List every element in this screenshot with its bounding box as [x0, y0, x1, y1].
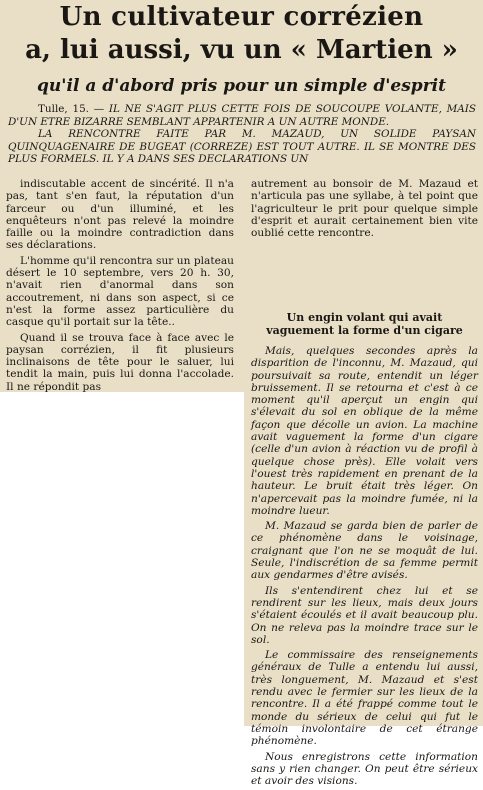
lede-paragraph-1	[8, 103, 476, 128]
right-paragraph-5: Nous enregistrons cette information sans y rien changer. On peut être sérieux et avoir des visions.	[251, 750, 478, 788]
lede-paragraph-2	[8, 128, 476, 166]
crosshead: Un engin volant qui avait vaguement la forme d'un cigare	[266, 311, 463, 337]
left-paragraph-1: indiscutable accent de sincérité. Il n'a pas, tant s'en faut, la réputation d'un farceur ou d'un illuminé, et les enquêteurs n'ont pas relevé la moindre faille ou la moindre contradiction dans ses déclarations.	[6, 178, 234, 252]
column-right-top	[251, 178, 478, 242]
lede-text-1: IL NE S'AGIT PLUS CETTE FOIS DE SOUCOUPE VOLANTE, MAIS D'UN ETRE BIZARRE SEMBLANT APPARTENIR A UN AUTRE MONDE.	[8, 103, 476, 128]
right-paragraph-4: Le commissaire des renseignements généraux de Tulle a entendu lui aussi, très longuement, M. Mazaud et s'est rendu avec le fermier sur les lieux de la rencontre. Il a été frappé comme tout le monde du sérieux de celui qui fut le témoin involontaire de cet étrange phénomène.	[251, 649, 478, 748]
subheadline: qu'il a d'abord pris pour un simple d'esprit	[37, 76, 446, 96]
headline-line-1: Un cultivateur corrézien	[59, 2, 424, 32]
column-right	[251, 311, 478, 790]
right-paragraph-1: Mais, quelques secondes après la disparition de l'inconnu, M. Mazaud, qui poursuivait sa route, entendit un léger bruissement. Il se retourna et c'est à ce moment qu'il aperçut un engin qui s'élevait du sol en oblique de la même façon que décolle un avion. La machine avait vaguement la forme d'un cigare (celle d'un avion à réaction vu de profil à quelque chose près). Elle volait vers l'ouest très rapidement en prenant de la hauteur. Le bruit était très léger. On n'apercevait pas la moindre fumée, ni la moindre lueur.	[251, 345, 478, 517]
right-top-paragraph: autrement au bonsoir de M. Mazaud et n'articula pas une syllabe, à tel point que l'agriculteur le prit pour quelque simple d'esprit et aurait certainement bien vite oublié cette rencontre.	[251, 178, 478, 240]
left-paragraph-3: Quand il se trouva face à face avec le paysan corrézien, il fit plusieurs inclinaisons de tête pour le saluer, lui tendit la main, puis lui donna l'accolade. Il ne répondit pas	[6, 331, 234, 393]
right-paragraph-2: M. Mazaud se garda bien de parler de ce phénomène dans le voisinage, craignant que l'on ne se moquât de lui. Seule, l'indiscrétion de sa femme permit aux gendarmes d'être avisés.	[251, 520, 478, 582]
left-paragraph-2: L'homme qu'il rencontra sur un plateau désert le 10 septembre, vers 20 h. 30, n'avait rien d'anormal dans son accoutrement, ni dans son aspect, si ce n'est la forme assez particulière du casque qu'il portait sur la tête..	[6, 254, 234, 329]
right-paragraph-3: Ils s'entendirent chez lui et se rendirent sur les lieux, mais deux jours s'étaient écoulés et il avait beaucoup plu. On ne releva pas la moindre trace sur le sol.	[251, 584, 478, 646]
headline-line-2: a, lui aussi, vu un « Martien »	[25, 35, 458, 65]
lede-text-2: LA RENCONTRE FAITE PAR M. MAZAUD, UN SOLIDE PAYSAN QUINQUAGENAIRE DE BUGEAT (CORREZE) EST TOUT AUTRE. IL SE MONTRE DES PLUS FORMELS. IL Y A DANS SES DECLARATIONS UN	[8, 128, 476, 166]
column-left	[6, 178, 234, 396]
article-lede	[8, 103, 476, 166]
dateline: Tulle, 15. —	[38, 103, 105, 115]
